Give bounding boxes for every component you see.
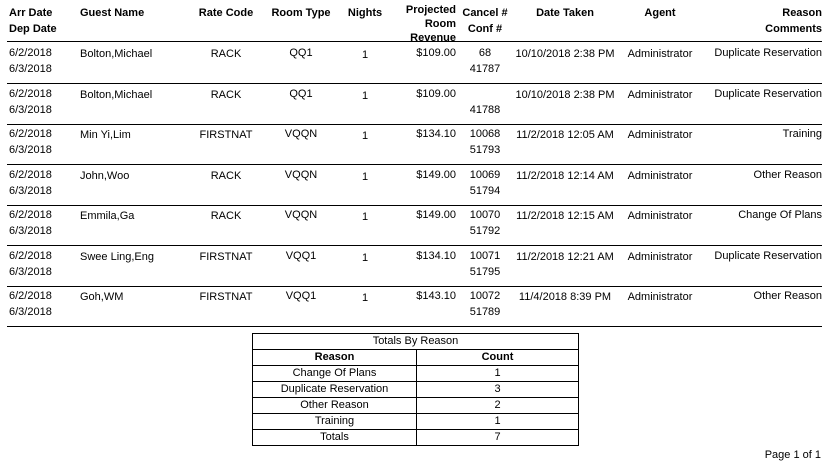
totals-title-row [253, 334, 579, 350]
reason-comments: Duplicate Reservation [714, 88, 822, 100]
header-conf-number: Conf # [467, 23, 503, 35]
totals-row [253, 366, 579, 382]
header-room: Room [424, 18, 456, 30]
guest-name: Bolton,Michael [80, 48, 153, 60]
reason-comments: Other Reason [753, 290, 822, 302]
totals-grand-total-row [253, 430, 579, 446]
header-guest-name: Guest Name [80, 7, 145, 19]
row-divider [7, 164, 822, 165]
guest-name: Goh,WM [80, 291, 124, 303]
totals-row [253, 398, 579, 414]
cancel-number: 10069 [469, 169, 501, 181]
row-divider [7, 245, 822, 246]
dep-date: 6/3/2018 [9, 185, 52, 197]
room-type: VQQN [284, 128, 318, 140]
row-divider [7, 326, 822, 327]
projected-revenue: $109.00 [416, 88, 456, 100]
header-arr-date: Arr Date [9, 7, 53, 19]
date-taken: 11/4/2018 8:39 PM [518, 291, 612, 303]
row-divider [7, 83, 822, 84]
reason-comments: Duplicate Reservation [714, 250, 822, 262]
nights: 1 [361, 49, 369, 61]
totals-count: 1 [417, 414, 579, 430]
guest-name: Emmila,Ga [80, 210, 135, 222]
row-divider [7, 124, 822, 125]
conf-number: 51793 [469, 144, 501, 156]
guest-name: Bolton,Michael [80, 89, 153, 101]
agent: Administrator [627, 89, 693, 101]
rate-code: RACK [210, 89, 242, 101]
nights: 1 [361, 211, 369, 223]
totals-reason: Other Reason [253, 398, 417, 414]
room-type: QQ1 [289, 88, 313, 100]
reason-comments: Duplicate Reservation [714, 47, 822, 59]
room-type: VQQ1 [285, 290, 317, 302]
cancel-number: 10068 [469, 128, 501, 140]
totals-row [253, 382, 579, 398]
totals-col-reason: Reason [253, 350, 417, 366]
header-revenue: Revenue [410, 32, 456, 44]
rate-code: FIRSTNAT [199, 129, 253, 141]
dep-date: 6/3/2018 [9, 266, 52, 278]
reason-comments: Other Reason [753, 169, 822, 181]
projected-revenue: $134.10 [416, 250, 456, 262]
date-taken: 11/2/2018 12:14 AM [516, 170, 614, 182]
conf-number: 51795 [469, 266, 501, 278]
dep-date: 6/3/2018 [9, 104, 52, 116]
room-type: VQQ1 [285, 250, 317, 262]
nights: 1 [361, 90, 369, 102]
guest-name: John,Woo [80, 170, 130, 182]
agent: Administrator [627, 210, 693, 222]
totals-count: 1 [417, 366, 579, 382]
dep-date: 6/3/2018 [9, 144, 52, 156]
conf-number: 41787 [469, 63, 501, 75]
agent: Administrator [627, 48, 693, 60]
totals-reason: Duplicate Reservation [253, 382, 417, 398]
totals-header-row [253, 350, 579, 366]
totals-row [253, 414, 579, 430]
row-divider [7, 286, 822, 287]
arr-date: 6/2/2018 [9, 290, 52, 302]
cancel-number: 68 [478, 47, 492, 59]
nights: 1 [361, 252, 369, 264]
rate-code: RACK [210, 210, 242, 222]
dep-date: 6/3/2018 [9, 225, 52, 237]
date-taken: 11/2/2018 12:15 AM [516, 210, 614, 222]
totals-by-reason-table [252, 333, 579, 446]
room-type: VQQN [284, 169, 318, 181]
totals-count: 2 [417, 398, 579, 414]
date-taken: 10/10/2018 2:38 PM [515, 89, 615, 101]
cancel-number: 10072 [469, 290, 501, 302]
projected-revenue: $149.00 [416, 169, 456, 181]
rate-code: FIRSTNAT [199, 291, 253, 303]
page-number: Page 1 of 1 [764, 449, 821, 461]
cancel-number: 10071 [469, 250, 501, 262]
date-taken: 11/2/2018 12:05 AM [516, 129, 614, 141]
conf-number: 51792 [469, 225, 501, 237]
header-cancel-number: Cancel # [462, 7, 508, 19]
room-type: VQQN [284, 209, 318, 221]
reason-comments: Change Of Plans [738, 209, 822, 221]
totals-reason: Change Of Plans [253, 366, 417, 382]
guest-name: Min Yi,Lim [80, 129, 131, 141]
header-room-type: Room Type [271, 7, 331, 19]
header-agent: Agent [644, 7, 676, 19]
projected-revenue: $109.00 [416, 47, 456, 59]
header-projected: Projected [405, 4, 456, 16]
projected-revenue: $134.10 [416, 128, 456, 140]
nights: 1 [361, 130, 369, 142]
conf-number: 51794 [469, 185, 501, 197]
arr-date: 6/2/2018 [9, 128, 52, 140]
totals-label: Totals [253, 430, 417, 446]
header-reason: Reason [782, 7, 822, 19]
header-divider [7, 41, 822, 42]
date-taken: 11/2/2018 12:21 AM [516, 251, 614, 263]
agent: Administrator [627, 251, 693, 263]
header-nights: Nights [347, 7, 383, 19]
arr-date: 6/2/2018 [9, 88, 52, 100]
rate-code: RACK [210, 48, 242, 60]
guest-name: Swee Ling,Eng [80, 251, 154, 263]
nights: 1 [361, 171, 369, 183]
header-dep-date: Dep Date [9, 23, 57, 35]
rate-code: FIRSTNAT [199, 251, 253, 263]
agent: Administrator [627, 291, 693, 303]
cancel-number: 10070 [469, 209, 501, 221]
reason-comments: Training [782, 128, 822, 140]
arr-date: 6/2/2018 [9, 250, 52, 262]
totals-title: Totals By Reason [253, 334, 579, 350]
nights: 1 [361, 292, 369, 304]
dep-date: 6/3/2018 [9, 306, 52, 318]
header-date-taken: Date Taken [536, 7, 594, 19]
header-rate-code: Rate Code [198, 7, 254, 19]
rate-code: RACK [210, 170, 242, 182]
conf-number: 51789 [469, 306, 501, 318]
totals-reason: Training [253, 414, 417, 430]
arr-date: 6/2/2018 [9, 169, 52, 181]
arr-date: 6/2/2018 [9, 47, 52, 59]
dep-date: 6/3/2018 [9, 63, 52, 75]
header-comments: Comments [765, 23, 822, 35]
totals-col-count: Count [417, 350, 579, 366]
projected-revenue: $149.00 [416, 209, 456, 221]
room-type: QQ1 [289, 47, 313, 59]
agent: Administrator [627, 129, 693, 141]
totals-count: 3 [417, 382, 579, 398]
projected-revenue: $143.10 [416, 290, 456, 302]
row-divider [7, 205, 822, 206]
totals-total-count: 7 [417, 430, 579, 446]
date-taken: 10/10/2018 2:38 PM [515, 48, 615, 60]
conf-number: 41788 [469, 104, 501, 116]
arr-date: 6/2/2018 [9, 209, 52, 221]
agent: Administrator [627, 170, 693, 182]
